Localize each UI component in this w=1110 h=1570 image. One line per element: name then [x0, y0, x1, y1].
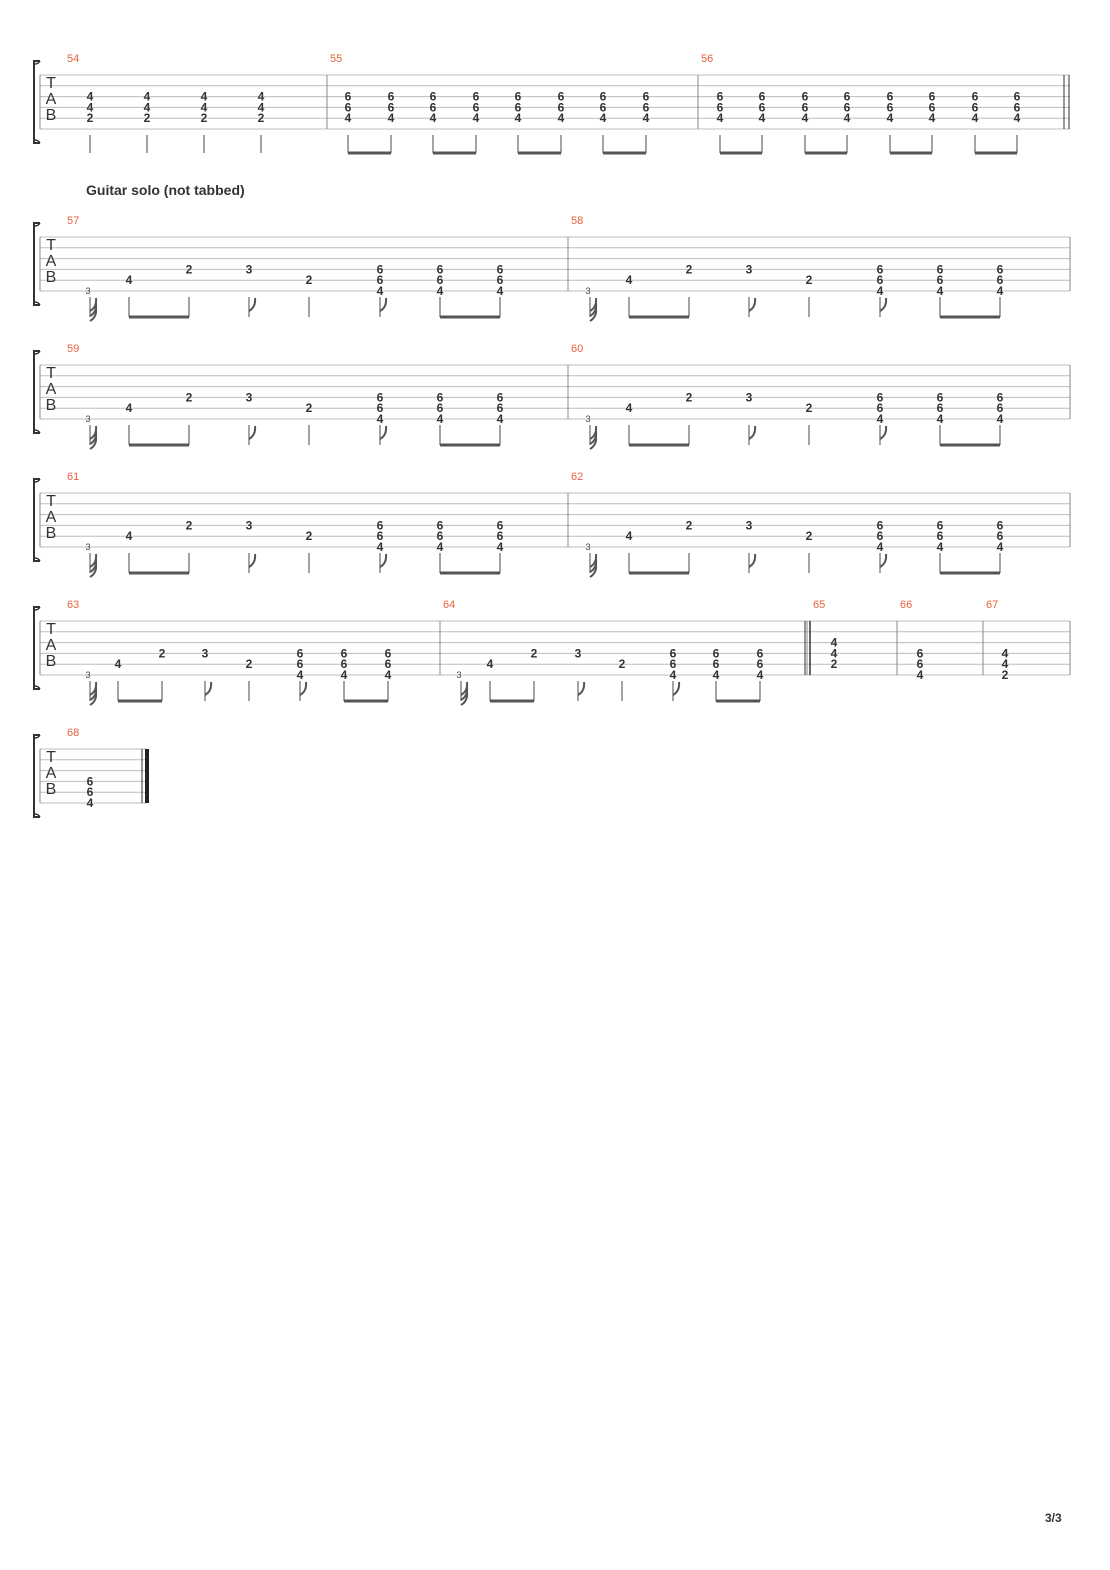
fret-number: 6 — [758, 100, 766, 115]
fret-number: 6 — [876, 401, 884, 416]
fret-number: 4 — [936, 284, 944, 298]
fret-number: 3 — [574, 646, 582, 661]
fret-number: 6 — [996, 529, 1004, 544]
fret-number: 6 — [387, 100, 395, 115]
fret-number: 6 — [712, 646, 720, 661]
fret-number: 6 — [642, 100, 650, 115]
fret-number: 6 — [436, 529, 444, 544]
fret-number: 6 — [996, 518, 1004, 533]
fret-number: 6 — [996, 262, 1004, 277]
tuplet-number: 3 — [85, 670, 91, 680]
fret-number: 4 — [669, 668, 677, 682]
fret-number: 4 — [625, 401, 633, 416]
beam — [348, 152, 391, 155]
fret-number: 2 — [257, 111, 265, 126]
tab-systems — [34, 53, 1070, 817]
beam — [440, 316, 500, 319]
fret-number: 4 — [387, 111, 395, 126]
fret-number: 4 — [86, 796, 94, 810]
beam — [118, 700, 162, 703]
fret-number: 6 — [557, 100, 565, 115]
note-flag — [380, 554, 386, 567]
fret-number: 3 — [201, 646, 209, 661]
fret-number: 4 — [996, 540, 1004, 554]
tab-clef-letter: T — [46, 749, 56, 766]
note-flag — [249, 554, 255, 567]
fret-number: 3 — [745, 390, 753, 405]
fret-number: 2 — [86, 111, 94, 126]
system-bracket — [34, 607, 40, 689]
tuplet-number: 3 — [85, 286, 91, 296]
beam — [603, 152, 646, 155]
fret-number: 2 — [143, 111, 151, 126]
fret-number: 6 — [756, 657, 764, 672]
fret-number: 4 — [712, 668, 720, 682]
fret-number: 6 — [843, 100, 851, 115]
fret-number: 6 — [599, 89, 607, 104]
fret-number: 6 — [86, 785, 94, 800]
fret-number: 6 — [86, 774, 94, 789]
tab-clef-letter: B — [45, 653, 57, 670]
fret-number: 6 — [384, 646, 392, 661]
note-flag — [300, 682, 306, 695]
fret-number: 6 — [376, 529, 384, 544]
fret-number: 3 — [745, 518, 753, 533]
fret-number: 3 — [245, 390, 253, 405]
fret-number: 4 — [916, 668, 924, 682]
fret-number: 6 — [669, 646, 677, 661]
beam — [940, 316, 1000, 319]
tuplet-number: 3 — [456, 670, 462, 680]
bar-number: 58 — [571, 215, 584, 227]
fret-number: 6 — [936, 262, 944, 277]
fret-number: 4 — [200, 100, 208, 115]
tab-clef-letter: A — [45, 765, 57, 782]
bar-number: 61 — [67, 471, 80, 483]
fret-number: 6 — [436, 273, 444, 288]
fret-number: 4 — [384, 668, 392, 682]
fret-number: 2 — [685, 262, 693, 277]
fret-number: 6 — [996, 390, 1004, 405]
fret-number: 6 — [472, 89, 480, 104]
tab-clef-letter: B — [45, 781, 57, 798]
fret-number: 6 — [712, 657, 720, 672]
fret-number: 4 — [625, 529, 633, 544]
fret-number: 2 — [305, 529, 313, 544]
tab-clef-letter: T — [46, 75, 56, 92]
fret-number: 2 — [618, 657, 626, 672]
note-flag — [880, 554, 886, 567]
fret-number: 6 — [296, 646, 304, 661]
fret-number: 6 — [876, 273, 884, 288]
fret-number: 6 — [344, 100, 352, 115]
tab-clef-letter: A — [45, 381, 57, 398]
fret-number: 6 — [758, 89, 766, 104]
fret-number: 4 — [376, 540, 384, 554]
fret-number: 4 — [514, 111, 522, 126]
note-flag — [205, 682, 211, 695]
fret-number: 6 — [296, 657, 304, 672]
fret-number: 6 — [340, 657, 348, 672]
fret-number: 4 — [886, 111, 894, 126]
fret-number: 4 — [801, 111, 809, 126]
fret-number: 6 — [376, 273, 384, 288]
fret-number: 2 — [685, 390, 693, 405]
fret-number: 4 — [758, 111, 766, 126]
fret-number: 4 — [756, 668, 764, 682]
fret-number: 6 — [376, 518, 384, 533]
beam — [440, 572, 500, 575]
system-bracket — [34, 351, 40, 433]
tab-clef-letter: B — [45, 107, 57, 124]
fret-number: 2 — [805, 401, 813, 416]
fret-number: 4 — [486, 657, 494, 672]
fret-number: 6 — [557, 89, 565, 104]
tab-clef-letter: B — [45, 397, 57, 414]
fret-number: 6 — [376, 401, 384, 416]
fret-number: 4 — [843, 111, 851, 126]
fret-number: 6 — [1013, 100, 1021, 115]
fret-number: 3 — [245, 262, 253, 277]
fret-number: 4 — [143, 100, 151, 115]
fret-number: 6 — [436, 262, 444, 277]
fret-number: 6 — [496, 262, 504, 277]
fret-number: 4 — [472, 111, 480, 126]
fret-number: 6 — [436, 390, 444, 405]
fret-number: 6 — [971, 89, 979, 104]
note-flag — [249, 298, 255, 311]
fret-number: 4 — [971, 111, 979, 126]
fret-number: 2 — [685, 518, 693, 533]
system-bracket — [34, 735, 40, 817]
fret-number: 6 — [916, 646, 924, 661]
fret-number: 2 — [245, 657, 253, 672]
fret-number: 6 — [472, 100, 480, 115]
fret-number: 4 — [125, 401, 133, 416]
beam — [129, 572, 189, 575]
note-flag — [673, 682, 679, 695]
beam — [940, 572, 1000, 575]
fret-number: 4 — [996, 284, 1004, 298]
fret-number: 6 — [496, 518, 504, 533]
fret-number: 4 — [296, 668, 304, 682]
fret-number: 4 — [143, 89, 151, 104]
page-number: 3/3 — [1045, 1511, 1062, 1525]
tab-clef-letter: A — [45, 253, 57, 270]
fret-number: 6 — [716, 89, 724, 104]
fret-number: 4 — [257, 100, 265, 115]
fret-number: 4 — [716, 111, 724, 126]
bar-number: 60 — [571, 343, 584, 355]
fret-number: 2 — [530, 646, 538, 661]
bar-number: 66 — [900, 599, 913, 611]
fret-number: 4 — [86, 100, 94, 115]
beam — [440, 444, 500, 447]
tuplet-number: 3 — [585, 414, 591, 424]
beam — [975, 152, 1017, 155]
fret-number: 2 — [305, 273, 313, 288]
fret-number: 4 — [1001, 646, 1009, 661]
fret-number: 4 — [436, 540, 444, 554]
fret-number: 4 — [496, 540, 504, 554]
fret-number: 4 — [876, 540, 884, 554]
fret-number: 6 — [669, 657, 677, 672]
note-flag — [880, 426, 886, 439]
fret-number: 6 — [344, 89, 352, 104]
system-bracket — [34, 223, 40, 305]
tab-clef-letter: T — [46, 365, 56, 382]
note-flag — [880, 298, 886, 311]
fret-number: 4 — [257, 89, 265, 104]
tab-clef-letter: T — [46, 237, 56, 254]
fret-number: 6 — [928, 89, 936, 104]
fret-number: 4 — [876, 412, 884, 426]
fret-number: 2 — [1001, 668, 1009, 682]
beam — [629, 316, 689, 319]
beam — [940, 444, 1000, 447]
fret-number: 6 — [886, 89, 894, 104]
fret-number: 6 — [801, 100, 809, 115]
beam — [805, 152, 847, 155]
tab-clef-letter: A — [45, 91, 57, 108]
note-flag — [749, 554, 755, 567]
fret-number: 4 — [625, 273, 633, 288]
fret-number: 6 — [756, 646, 764, 661]
bar-number: 56 — [701, 53, 714, 65]
note-flag — [249, 426, 255, 439]
fret-number: 4 — [599, 111, 607, 126]
guitar-solo-annotation: Guitar solo (not tabbed) — [86, 182, 245, 198]
fret-number: 6 — [876, 262, 884, 277]
fret-number: 4 — [830, 646, 838, 661]
fret-number: 6 — [514, 100, 522, 115]
fret-number: 4 — [936, 540, 944, 554]
fret-number: 6 — [514, 89, 522, 104]
fret-number: 6 — [876, 529, 884, 544]
fret-number: 6 — [429, 100, 437, 115]
fret-number: 6 — [436, 518, 444, 533]
fret-number: 4 — [436, 412, 444, 426]
fret-number: 6 — [376, 262, 384, 277]
tab-clef-letter: B — [45, 269, 57, 286]
fret-number: 6 — [716, 100, 724, 115]
fret-number: 6 — [876, 390, 884, 405]
tuplet-number: 3 — [585, 542, 591, 552]
fret-number: 2 — [185, 262, 193, 277]
fret-number: 6 — [886, 100, 894, 115]
fret-number: 6 — [801, 89, 809, 104]
fret-number: 2 — [185, 518, 193, 533]
fret-number: 4 — [125, 529, 133, 544]
fret-number: 3 — [245, 518, 253, 533]
bar-number: 54 — [67, 53, 80, 65]
fret-number: 4 — [496, 412, 504, 426]
tab-clef-letter: A — [45, 637, 57, 654]
fret-number: 4 — [344, 111, 352, 126]
fret-number: 6 — [936, 273, 944, 288]
fret-number: 2 — [805, 273, 813, 288]
beam — [716, 700, 760, 703]
beam — [129, 316, 189, 319]
beam — [629, 572, 689, 575]
fret-number: 6 — [876, 518, 884, 533]
beam — [490, 700, 534, 703]
bar-number: 62 — [571, 471, 584, 483]
fret-number: 6 — [928, 100, 936, 115]
fret-number: 2 — [158, 646, 166, 661]
beam — [129, 444, 189, 447]
fret-number: 6 — [843, 89, 851, 104]
bar-number: 63 — [67, 599, 80, 611]
fret-number: 4 — [936, 412, 944, 426]
fret-number: 6 — [436, 401, 444, 416]
fret-number: 2 — [830, 657, 838, 672]
tuplet-number: 3 — [85, 414, 91, 424]
fret-number: 2 — [305, 401, 313, 416]
fret-number: 6 — [936, 529, 944, 544]
fret-number: 4 — [340, 668, 348, 682]
fret-number: 2 — [185, 390, 193, 405]
fret-number: 4 — [1013, 111, 1021, 126]
fret-number: 6 — [496, 529, 504, 544]
fret-number: 6 — [496, 390, 504, 405]
bar-number: 59 — [67, 343, 80, 355]
beam — [344, 700, 388, 703]
fret-number: 4 — [996, 412, 1004, 426]
note-flag — [380, 426, 386, 439]
beam — [629, 444, 689, 447]
bar-number: 68 — [67, 727, 80, 739]
note-flag — [749, 426, 755, 439]
bar-number: 64 — [443, 599, 456, 611]
fret-number: 4 — [125, 273, 133, 288]
fret-number: 4 — [200, 89, 208, 104]
fret-number: 6 — [971, 100, 979, 115]
fret-number: 4 — [496, 284, 504, 298]
fret-number: 6 — [340, 646, 348, 661]
tab-clef-letter: A — [45, 509, 57, 526]
fret-number: 4 — [376, 412, 384, 426]
fret-number: 2 — [805, 529, 813, 544]
fret-number: 6 — [936, 401, 944, 416]
note-flag — [749, 298, 755, 311]
fret-number: 3 — [745, 262, 753, 277]
fret-number: 6 — [642, 89, 650, 104]
fret-number: 4 — [86, 89, 94, 104]
bar-number: 57 — [67, 215, 80, 227]
fret-number: 6 — [384, 657, 392, 672]
fret-number: 4 — [429, 111, 437, 126]
tab-clef-letter: T — [46, 621, 56, 638]
system-bracket — [34, 479, 40, 561]
bar-number: 65 — [813, 599, 826, 611]
fret-number: 4 — [830, 635, 838, 650]
fret-number: 6 — [387, 89, 395, 104]
fret-number: 6 — [376, 390, 384, 405]
tuplet-number: 3 — [85, 542, 91, 552]
fret-number: 6 — [599, 100, 607, 115]
fret-number: 6 — [936, 390, 944, 405]
bar-number: 67 — [986, 599, 999, 611]
system-bracket — [34, 61, 40, 143]
fret-number: 4 — [376, 284, 384, 298]
fret-number: 4 — [557, 111, 565, 126]
fret-number: 6 — [496, 273, 504, 288]
tuplet-number: 3 — [585, 286, 591, 296]
fret-number: 6 — [996, 401, 1004, 416]
fret-number: 6 — [936, 518, 944, 533]
beam — [518, 152, 561, 155]
bar-number: 55 — [330, 53, 343, 65]
fret-number: 6 — [1013, 89, 1021, 104]
fret-number: 4 — [1001, 657, 1009, 672]
fret-number: 6 — [916, 657, 924, 672]
fret-number: 4 — [928, 111, 936, 126]
beam — [890, 152, 932, 155]
fret-number: 6 — [429, 89, 437, 104]
fret-number: 4 — [114, 657, 122, 672]
beam — [433, 152, 476, 155]
note-flag — [578, 682, 584, 695]
tab-clef-letter: T — [46, 493, 56, 510]
fret-number: 4 — [642, 111, 650, 126]
tab-clef-letter: B — [45, 525, 57, 542]
final-barline-thick — [145, 749, 149, 803]
note-flag — [380, 298, 386, 311]
fret-number: 4 — [436, 284, 444, 298]
fret-number: 4 — [876, 284, 884, 298]
beam — [720, 152, 762, 155]
fret-number: 6 — [996, 273, 1004, 288]
fret-number: 6 — [496, 401, 504, 416]
fret-number: 2 — [200, 111, 208, 126]
